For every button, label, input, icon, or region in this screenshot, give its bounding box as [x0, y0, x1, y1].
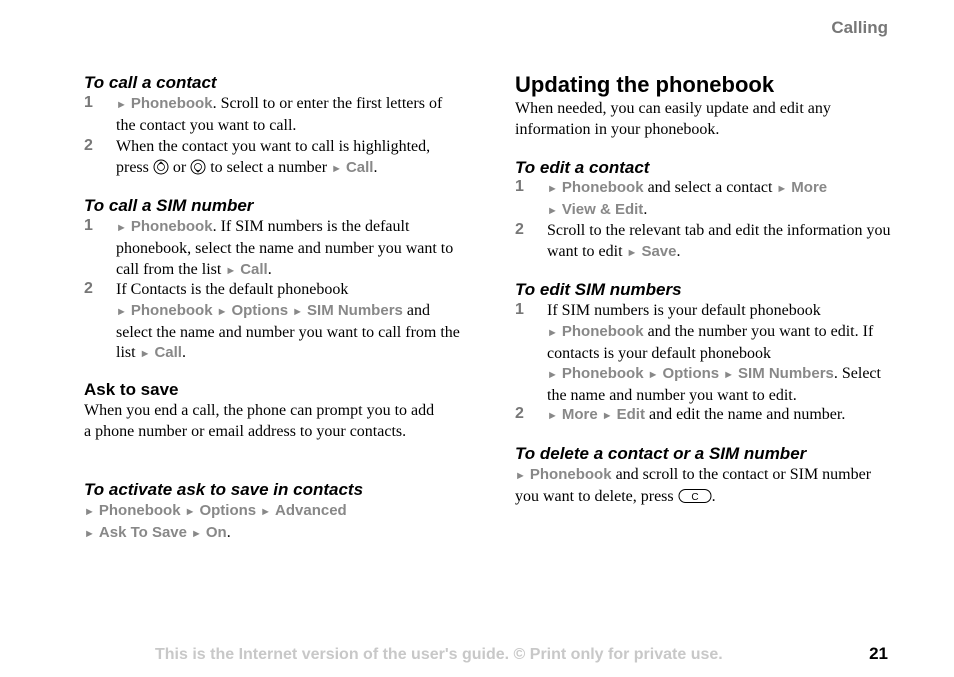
- step-body: Scroll to the relevant tab and edit the information you want to edit: [547, 222, 891, 260]
- heading-edit-contact: To edit a contact: [515, 158, 650, 177]
- heading-call-contact: To call a contact: [84, 73, 217, 92]
- arrow-icon: ►: [547, 369, 558, 382]
- arrow-icon: ►: [139, 348, 151, 361]
- step-text: [116, 217, 462, 281]
- arrow-icon: ►: [292, 305, 304, 318]
- menu-command: Phonebook: [130, 218, 213, 235]
- menu-command: Options: [662, 365, 720, 383]
- step-number: 1: [515, 178, 524, 195]
- step-body: and the number you want to edit. If contacts is your default phonebook: [547, 322, 874, 362]
- step-number: 2: [84, 280, 93, 297]
- arrow-icon: ►: [547, 183, 558, 195]
- arrow-icon: ►: [260, 506, 272, 518]
- step-number: 1: [84, 217, 93, 234]
- heading-ask-to-save: Ask to save: [84, 380, 179, 399]
- arrow-icon: ►: [116, 222, 127, 234]
- step-edit-contact-1: [515, 178, 895, 222]
- step-text: [116, 280, 462, 365]
- activate-path: [84, 501, 462, 544]
- delete-text: [515, 465, 885, 507]
- step-text: [547, 178, 895, 222]
- step-call-sim-1: [84, 217, 462, 281]
- heading-delete-contact: To delete a contact or a SIM number: [515, 444, 807, 463]
- arrow-icon: ►: [515, 470, 526, 482]
- menu-command: Phonebook: [98, 502, 181, 519]
- step-body: If SIM numbers is your default phonebook: [547, 302, 821, 319]
- arrow-icon: ►: [116, 305, 127, 318]
- heading-call-sim: To call a SIM number: [84, 196, 254, 215]
- menu-command: Call: [345, 158, 374, 176]
- arrow-icon: ►: [216, 305, 228, 318]
- step-number: 1: [515, 301, 524, 318]
- menu-command: More: [791, 179, 828, 196]
- step-text: [547, 221, 895, 264]
- step-body: When the contact you want to call is highlighted, press: [116, 138, 431, 176]
- punctuation: .: [711, 487, 716, 505]
- page-number: 21: [869, 644, 888, 663]
- step-edit-contact-2: [515, 221, 895, 264]
- heading-edit-sim: To edit SIM numbers: [515, 280, 682, 299]
- arrow-icon: ►: [331, 162, 342, 175]
- step-body: to select a number: [210, 158, 328, 176]
- step-call-contact-1: [84, 94, 462, 137]
- arrow-icon: ►: [547, 204, 558, 217]
- arrow-icon: ►: [191, 527, 202, 540]
- step-text: [116, 94, 462, 137]
- menu-command: Edit: [616, 406, 645, 423]
- menu-command: Phonebook: [561, 322, 644, 340]
- step-text: [116, 137, 462, 180]
- step-body: . If SIM numbers is the default phonebook, select the name and number you want to call from the list: [116, 218, 454, 278]
- menu-command: Phonebook: [561, 179, 644, 196]
- c-key-icon: [678, 488, 712, 504]
- step-text: [547, 405, 895, 427]
- step-body: and select a contact: [647, 179, 773, 196]
- ask-to-save-text: When you end a call, the phone can prompt you to add a phone number or email address to your contacts.: [84, 402, 435, 440]
- step-call-contact-2: [84, 137, 462, 180]
- step-number: 2: [515, 221, 524, 238]
- footer-notice: This is the Internet version of the user's guide. © Print only for private use.: [155, 646, 723, 663]
- step-body: and edit the name and number.: [648, 406, 846, 423]
- arrow-icon: ►: [84, 506, 95, 518]
- arrow-icon: ►: [776, 183, 788, 195]
- menu-command: SIM Numbers: [738, 365, 834, 383]
- menu-command: Phonebook: [130, 301, 213, 319]
- arrow-icon: ►: [225, 264, 237, 277]
- menu-command: Options: [231, 301, 289, 319]
- navigation-key-down-icon: [190, 159, 206, 175]
- punctuation: .: [181, 344, 186, 362]
- step-call-sim-2: [84, 280, 462, 365]
- arrow-icon: ►: [116, 99, 127, 111]
- heading-updating-phonebook: Updating the phonebook: [515, 72, 775, 97]
- svg-text:C: C: [691, 491, 699, 503]
- menu-command: Save: [641, 242, 677, 260]
- step-body: If Contacts is the default phonebook: [116, 281, 349, 298]
- arrow-icon: ►: [626, 246, 638, 259]
- arrow-icon: ►: [647, 369, 659, 382]
- step-body: and scroll to the contact or SIM number you want to delete, press: [515, 466, 872, 505]
- section-title: Calling: [831, 18, 888, 37]
- arrow-icon: ►: [547, 326, 558, 339]
- heading-activate-ask-to-save: To activate ask to save in contacts: [84, 480, 364, 499]
- menu-command: Phonebook: [561, 365, 644, 383]
- punctuation: .: [643, 200, 648, 218]
- punctuation: .: [267, 260, 272, 278]
- menu-command: SIM Numbers: [307, 301, 403, 319]
- arrow-icon: ►: [184, 506, 196, 518]
- intro-text: When needed, you can easily update and edit any information in your phonebook.: [515, 100, 831, 138]
- punctuation: .: [676, 242, 681, 260]
- step-text: [547, 301, 895, 407]
- menu-command: Phonebook: [130, 95, 213, 112]
- punctuation: .: [373, 158, 378, 176]
- arrow-icon: ►: [547, 410, 558, 422]
- arrow-icon: ►: [84, 527, 95, 540]
- step-body: . Select the name and number you want to edit.: [547, 365, 881, 405]
- step-number: 2: [84, 137, 93, 154]
- menu-command: Call: [154, 344, 182, 362]
- arrow-icon: ►: [723, 369, 735, 382]
- menu-command: Call: [240, 260, 268, 278]
- menu-command: View & Edit: [561, 200, 644, 218]
- step-body: and select the name and number you want to call from the list: [116, 301, 460, 362]
- step-number: 2: [515, 405, 524, 422]
- step-edit-sim-1: [515, 301, 895, 407]
- navigation-key-up-icon: [153, 159, 169, 175]
- step-body: or: [172, 158, 187, 176]
- step-body: . Scroll to or enter the first letters of the contact you want to call.: [116, 95, 443, 134]
- menu-command: On: [205, 523, 227, 541]
- step-edit-sim-2: [515, 405, 895, 427]
- menu-command: Advanced: [275, 502, 347, 519]
- menu-command: Options: [199, 502, 257, 519]
- step-number: 1: [84, 94, 93, 111]
- menu-command: Phonebook: [529, 466, 612, 483]
- menu-command: Ask To Save: [98, 523, 187, 541]
- punctuation: .: [226, 523, 231, 541]
- menu-command: More: [561, 406, 598, 423]
- arrow-icon: ►: [601, 410, 613, 422]
